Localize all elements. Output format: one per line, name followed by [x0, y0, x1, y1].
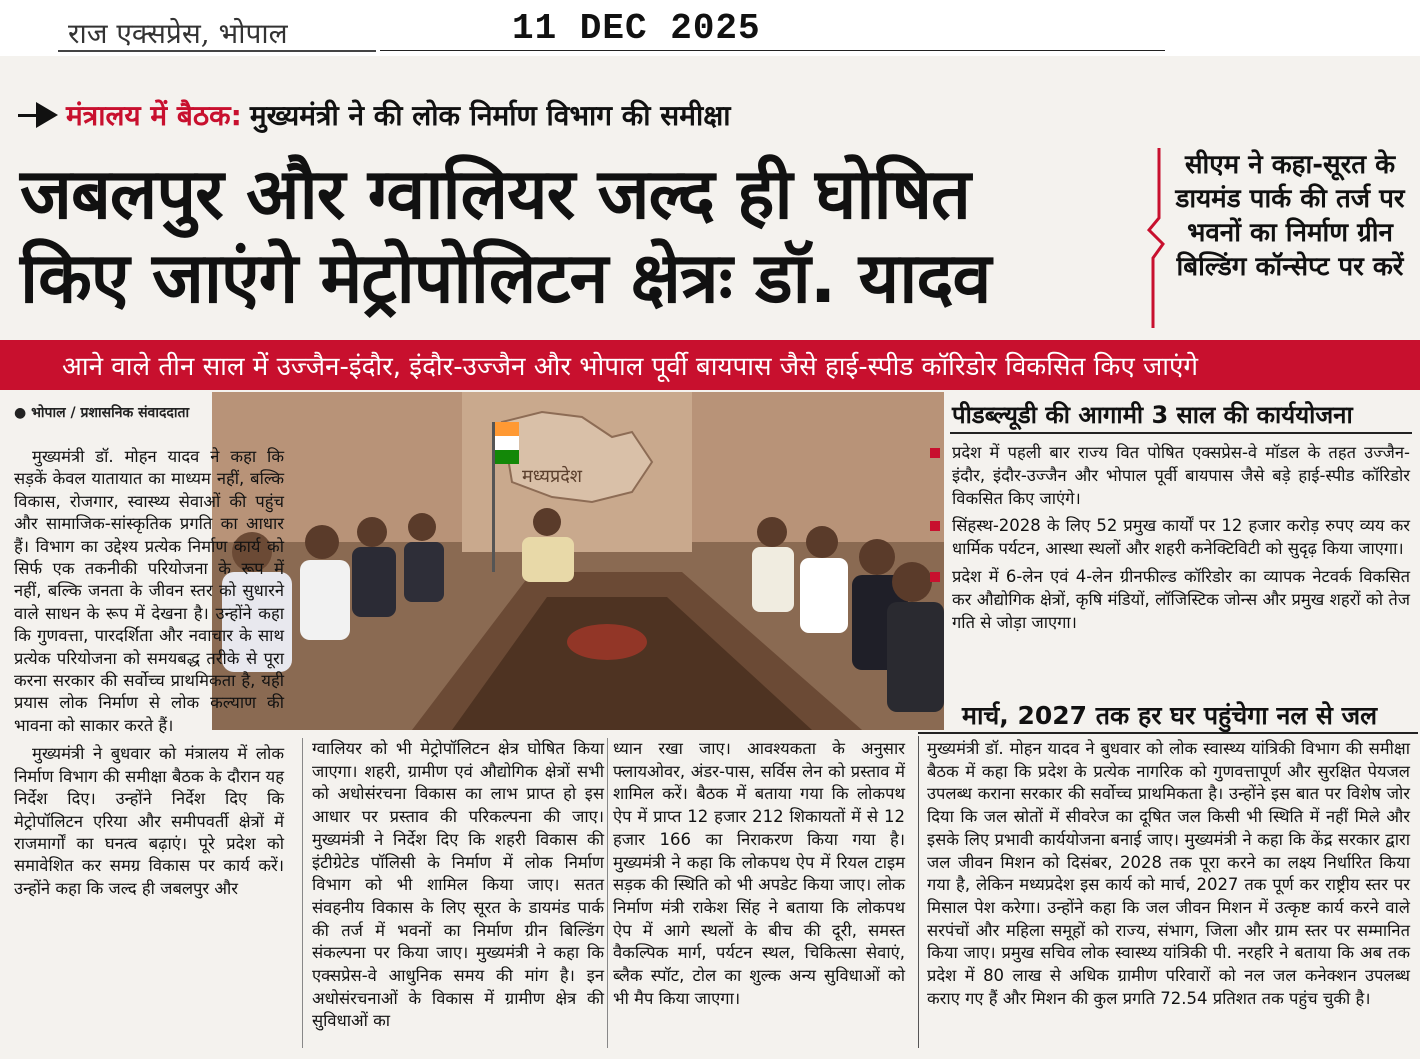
- source-underline: [58, 50, 376, 52]
- article-column-2: [312, 738, 604, 1033]
- pwd-plan-rule: [950, 432, 1412, 434]
- water-story-body: मुख्यमंत्री डॉ. मोहन यादव ने बुधवार को लोक स्वास्थ्य यांत्रिकी विभाग की समीक्षा बैठक में कहा कि प्रदेश के प्रत्येक नागरिक को गुणवत्तापूर्ण और सुरक्षित पेयजल उपलब्ध कराना सरकार की सर्वोच्च प्राथमिकता है। उन्होंने इस बात पर विशेष जोर दिया कि जल स्रोतों में सीवरेज का दूषित जल किसी भी स्थिति में नहीं मिले और इसके लिए प्रभावी कार्ययोजना बनाई जाए। मुख्यमंत्री ने कहा कि केंद्र सरकार द्वारा जल जीवन मिशन को दिसंबर, 2028 तक पूरा करने का लक्ष्य निर्धारित किया गया है, लेकिन मध्यप्रदेश इस कार्य को मार्च, 2027 तक पूर्ण कर राष्ट्रीय स्तर पर मिसाल पेश करेगा। उन्होंने कहा कि जल जीवन मिशन में उत्कृष्ट कार्य करने वाले सरपंचों और महिला समूहों को राज्य, संभाग, जिला और ग्राम स्तर पर सम्मानित किया जाए। प्रमुख सचिव लोक स्वास्थ्य यांत्रिकी पी. नरहरि ने बताया कि अब तक प्रदेश में 80 लाख से अधिक ग्रामीण परिवारों को नल जल कनेक्शन उपलब्ध कराए गए हैं और मिशन की कुल प्रगति 72.54 प्रतिशत तक पहुंच चुकी है।: [918, 736, 1410, 1048]
- column-divider: [607, 738, 608, 1048]
- header-rule: [380, 50, 1165, 51]
- bullet-square-icon: [930, 521, 940, 531]
- article-paragraph-2: मुख्यमंत्री ने बुधवार को मंत्रालय में लोक निर्माण विभाग की समीक्षा बैठक के दौरान यह निर्देश दिए। उन्होंने निर्देश दिए कि मेट्रोपॉलिटन एरिया और समीपवर्ती क्षेत्रों में राजमार्गों का घनत्व बढ़ाएं। पूरे प्रदेश को समावेशित कर समग्र विकास पर कार्य करें। उन्होंने कहा कि जल्द ही जबलपुर और: [14, 744, 284, 898]
- plan-item: सिंहस्थ-2028 के लिए 52 प्रमुख कार्यों पर 12 हजार करोड़ रुपए व्यय कर धार्मिक पर्यटन, आस्था स्थलों और शहरी कनेक्टिविटी को सुदृढ़ किया जाएगा।: [930, 515, 1410, 561]
- kicker-label: मंत्रालय में बैठक:: [66, 99, 242, 132]
- arrow-icon: [36, 102, 58, 128]
- headline: [20, 152, 1140, 320]
- kicker-dash: [18, 114, 36, 117]
- article-paragraph-3: ग्वालियर को भी मेट्रोपॉलिटन क्षेत्र घोषित किया जाएगा। शहरी, ग्रामीण एवं औद्योगिक क्षेत्रों सभी को अधोसंरचना विकास का लाभ प्राप्त हो इस आधार पर प्रस्ताव की परिकल्पना की जाए। मुख्यमंत्री ने निर्देश दिए कि शहरी विकास की इंटीग्रेटेड पॉलिसी के निर्माण में लोक निर्माण विभाग को भी शामिल किया जाए। सतत संवहनीय विकास के लिए सूरत के डायमंड पार्क की तर्ज में भवनों का निर्माण ग्रीन बिल्डिंग संकल्पना पर किया जाए। मुख्यमंत्री ने कहा कि एक्सप्रेस-वे आधुनिक समय की मांग है। इन अधोसंरचनाओं के विकास में ग्रामीण क्षेत्र की सुविधाओं का: [312, 739, 604, 1031]
- headline-line-1: जबलपुर और ग्वालियर जल्द ही घोषित: [20, 153, 970, 235]
- bullet-square-icon: [930, 448, 940, 458]
- pwd-plan-title: पीडब्ल्यूडी की आगामी 3 साल की कार्ययोजना: [952, 401, 1353, 429]
- lightning-divider-icon: [1145, 148, 1169, 328]
- water-story-title: मार्च, 2027 तक हर घर पहुंचेगा नल से जल: [962, 701, 1378, 730]
- kicker-text: मुख्यमंत्री ने की लोक निर्माण विभाग की समीक्षा: [249, 99, 731, 132]
- headline-line-2: किए जाएंगे मेट्रोपोलिटन क्षेत्रः डॉ. यादव: [20, 237, 991, 319]
- newspaper-source: राज एक्सप्रेस, भोपाल: [68, 17, 288, 50]
- plan-item: प्रदेश में 6-लेन एवं 4-लेन ग्रीनफील्ड कॉरिडोर का व्यापक नेटवर्क विकसित कर औद्योगिक क्षेत्रों, कृषि मंडियों, लॉजिस्टिक जोन्स और प्रमुख शहरों को तेज गति से जोड़ा जाएगा।: [930, 566, 1410, 634]
- plan-item: प्रदेश में पहली बार राज्य वित पोषित एक्सप्रेस-वे मॉडल के तहत उज्जैन-इंदौर, इंदौर-उज्जैन और भोपाल पूर्वी बायपास जैसे बड़े हाई-स्पीड कॉरिडोर विकसित किए जाएंगे।: [930, 442, 1410, 510]
- side-quote: सीएम ने कहा-सूरत के डायमंड पार्क की तर्ज पर भवनों का निर्माण ग्रीन बिल्डिंग कॉन्सेप्ट पर करें: [1175, 150, 1405, 282]
- clipping-date: 11 DEC 2025: [512, 8, 761, 49]
- article-paragraph-1: मुख्यमंत्री डॉ. मोहन यादव ने कहा कि सड़कें केवल यातायात का माध्यम नहीं, बल्कि विकास, रोजगार, स्वास्थ्य सेवाओं की पहुंच और सामाजिक-सांस्कृतिक प्रगति का आधार हैं। विभाग का उद्देश्य प्रत्येक निर्माण कार्य को सिर्फ एक तकनीकी परियोजना के रूप में नहीं, बल्कि जनता के जीवन स्तर को सुधारने वाले साधन के रूप में देखना है। उन्होंने कहा कि गुणवत्ता, पारदर्शिता और नवाचार के साथ प्रत्येक परियोजना को समयबद्ध तरीके से पूरा करना सरकार की सर्वोच्च प्राथमिकता है, यही प्रयास लोक निर्माण से लोक कल्याण की भावना को साकार करते हैं।: [14, 447, 284, 735]
- byline-text: भोपाल / प्रशासनिक संवाददाता: [31, 405, 190, 421]
- wall-text: मध्यप्रदेश: [521, 466, 583, 487]
- water-story-rule: [918, 732, 1418, 734]
- meeting-illustration: [212, 392, 944, 730]
- article-column-3: [613, 738, 905, 1010]
- article-column-1: [14, 446, 284, 906]
- byline: ● भोपाल / प्रशासनिक संवाददाता: [14, 405, 190, 421]
- column-divider: [302, 738, 303, 1048]
- article-paragraph-4: ध्यान रखा जाए। आवश्यकता के अनुसार फ्लायओवर, अंडर-पास, सर्विस लेन को प्रस्ताव में शामिल करें। बैठक में बताया गया कि लोकपथ ऐप में प्राप्त 12 हजार 212 शिकायतों में से 12 हजार 166 का निराकरण किया गया है। मुख्यमंत्री ने कहा कि लोकपथ ऐप में रियल टाइम सड़क की स्थिति को भी अपडेट किया जाए। लोक निर्माण मंत्री राकेश सिंह ने बताया कि लोकपथ ऐप में आगे स्थलों के बीच की दूरी, समस्त वैकल्पिक मार्ग, पर्यटन स्थल, चिकित्सा सेवाएं, ब्लैक स्पॉट, टोल का शुल्क अन्य सुविधाओं को भी मैप किया जाएगा।: [613, 739, 905, 1008]
- red-subheadline-bar: [0, 340, 1420, 390]
- subheadline-text: आने वाले तीन साल में उज्जैन-इंदौर, इंदौर-उज्जैन और भोपाल पूर्वी बायपास जैसे हाई-स्पीड कॉरिडोर विकसित किए जाएंगे: [62, 352, 1199, 382]
- pwd-plan-list: [930, 442, 1410, 639]
- meeting-photo: [212, 392, 944, 730]
- bullet-square-icon: [930, 572, 940, 582]
- kicker: [18, 92, 731, 138]
